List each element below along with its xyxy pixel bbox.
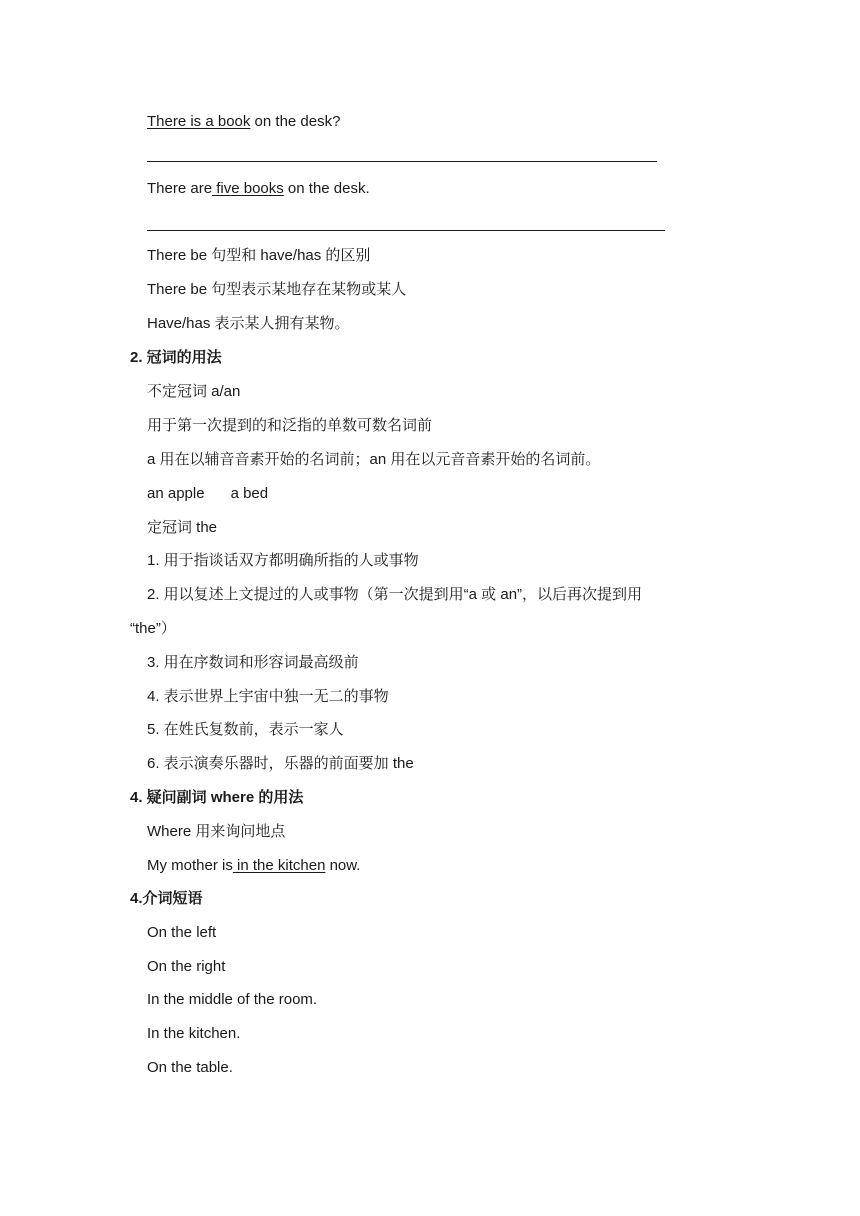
note-have-has: Have/has 表示某人拥有某物。: [147, 315, 350, 332]
question-1: [147, 112, 340, 132]
section-heading-prepositions: 4.介词短语: [130, 890, 203, 907]
definite-rule-2: 2. 用以复述上文提过的人或事物（第一次提到用“a 或 an”，以后再次提到用: [147, 586, 643, 603]
question-1-rest: on the desk?: [250, 113, 341, 130]
phrase-in-the-kitchen: In the kitchen.: [147, 1025, 241, 1042]
answer-blank-2[interactable]: [147, 230, 665, 231]
phrase-on-the-table: On the table.: [147, 1059, 233, 1076]
definite-rule-6: 6. 表示演奏乐器时，乐器的前面要加 the: [147, 755, 414, 772]
article-examples: [147, 484, 268, 504]
definite-rule-4: 4. 表示世界上宇宙中独一无二的事物: [147, 688, 389, 705]
definite-rule-3: 3. 用在序数词和形容词最高级前: [147, 654, 359, 671]
question-2-before: There are: [147, 180, 213, 197]
answer-blank-1[interactable]: [147, 161, 657, 162]
indefinite-article-usage: 用于第一次提到的和泛指的单数可数名词前: [147, 417, 433, 434]
phrase-middle-of-room: In the middle of the room.: [147, 991, 318, 1008]
question-1-underlined: There is a book: [147, 113, 251, 130]
phrase-on-the-left: On the left: [147, 924, 217, 941]
where-example-after: now.: [325, 857, 361, 874]
definite-rule-1: 1. 用于指谈话双方都明确所指的人或事物: [147, 552, 419, 569]
where-example-underlined: in the kitchen: [232, 857, 326, 874]
example-an-apple: an apple: [147, 485, 205, 502]
note-there-be: There be 句型表示某地存在某物或某人: [147, 281, 407, 298]
where-example: [147, 856, 360, 876]
section-heading-where: 4. 疑问副词 where 的用法: [130, 789, 304, 806]
where-example-before: My mother is: [147, 857, 233, 874]
where-usage: Where 用来询问地点: [147, 823, 286, 840]
definite-rule-5: 5. 在姓氏复数前，表示一家人: [147, 721, 344, 738]
question-2: [147, 179, 370, 199]
definite-article-title: 定冠词 the: [147, 519, 218, 536]
example-a-bed: a bed: [230, 485, 269, 502]
definite-rule-2-continued: “the”）: [130, 620, 176, 637]
phrase-on-the-right: On the right: [147, 958, 226, 975]
question-2-rest: on the desk.: [283, 180, 370, 197]
a-an-rule: a 用在以辅音音素开始的名词前；an 用在以元音音素开始的名词前。: [147, 451, 601, 468]
question-2-underlined: five books: [212, 180, 284, 197]
section-heading-articles: 2. 冠词的用法: [130, 349, 222, 366]
indefinite-article-title: 不定冠词 a/an: [147, 383, 241, 400]
note-title: There be 句型和 have/has 的区别: [147, 247, 371, 264]
